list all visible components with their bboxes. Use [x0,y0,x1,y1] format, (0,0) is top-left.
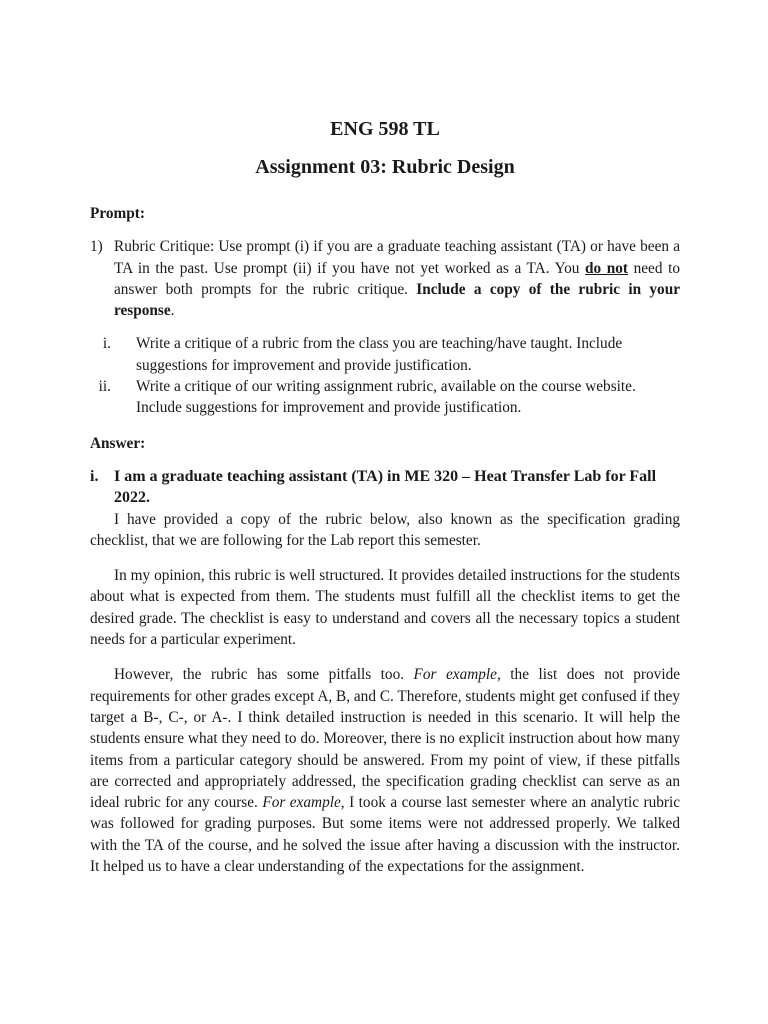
prompt-include-copy: Include a copy of the rubric in your response [114,280,680,320]
answer-label: Answer: [90,434,146,452]
p3-text-b: , the list does not provide requirements for other grades except A, B, and C. Therefore, students might get confused if they target a B-, C-, or A-. I think detailed instruction is needed in this scenario. It will help the students ensure what they need to do. Moreover, there is no explicit instruction about how many items from a particular category should be answered. From my point of view, if these pitfalls are corrected and appropriately addressed, the specification grading checklist can serve as an ideal rubric for any course. [90,666,681,812]
sublist-numeral: i. [102,335,111,353]
answer-paragraph-2: In my opinion, this rubric is well structured. It provides detailed instructions for the students about what is expected from them. The students must fulfill all the checklist items to get the desired grade. The checklist is easy to understand and covers all the necessary topics a student needs for a particular experiment. [90,567,680,649]
prompt-text-c: . [170,302,175,320]
answer-heading-text: I am a graduate teaching assistant (TA) in ME 320 – Heat Transfer Lab for Fall 2022. [114,467,657,507]
document-body [90,114,680,877]
answer-paragraph-1: I have provided a copy of the rubric below, also known as the specification grading checklist, that we are following for the Lab report this semester. [90,510,680,549]
list-item [90,376,680,419]
sublist-text: Write a critique of a rubric from the class you are teaching/have taught. Include suggestions for improvement and provide justification. [136,335,623,374]
p3-text-c: , I took a course last semester where an analytic rubric was followed for grading purposes. But some items were not addressed properly. We talked with the TA of the course, and he solved the issue after having a discussion with the instructor. It helped us to have a clear understanding of the expectations for the assignment. [90,794,681,876]
list-item [90,333,680,376]
prompt-item-number: 1) [90,238,103,256]
p3-emphasis-1: For example [413,666,497,684]
answer-heading-number: i. [90,467,99,485]
prompt-text-b: need to answer both prompts for the rubric critique. [114,259,680,298]
answer-heading [90,466,680,509]
prompt-do-not: do not [585,259,629,277]
p3-emphasis-2: For example [262,794,341,812]
prompt-label: Prompt: [90,205,145,222]
answer-paragraph-3 [90,664,680,877]
prompt-text-a: Rubric Critique: Use prompt (i) if you are a graduate teaching assistant (TA) or have been a TA in the past. Use prompt (ii) if you have not yet worked as a TA. You [114,238,680,277]
prompt-sublist [90,333,680,418]
course-title: ENG 598 TL [330,118,440,140]
p3-text-a: However, the rubric has some pitfalls too. [114,666,414,684]
assignment-title: Assignment 03: Rubric Design [255,156,515,178]
sublist-numeral: ii. [98,378,111,396]
prompt-item-1 [90,236,680,321]
sublist-text: Write a critique of our writing assignment rubric, available on the course website. Include suggestions for improvement and provide justification. [136,378,636,417]
